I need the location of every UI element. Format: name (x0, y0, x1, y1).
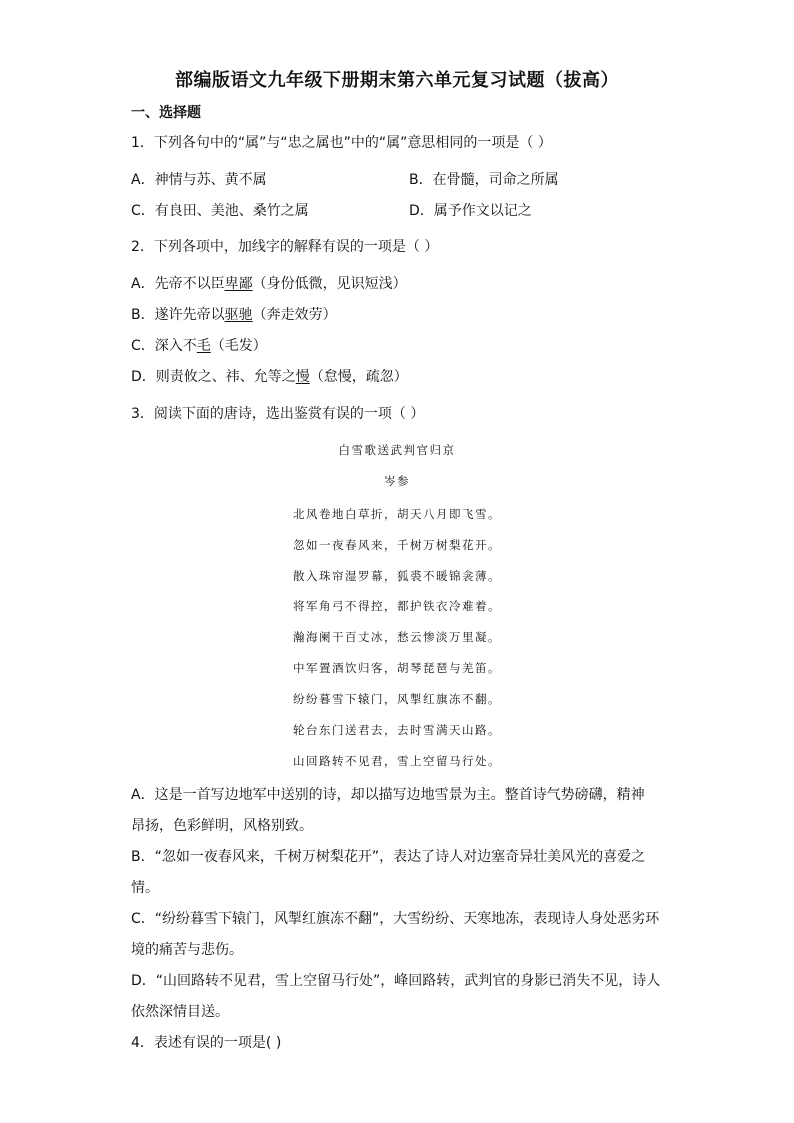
q2-option-b (131, 305, 337, 325)
q2-b-prefix: B．遂许先帝以 (131, 307, 225, 323)
page-title: 部编版语文九年级下册期末第六单元复习试题（拔高） (175, 70, 619, 91)
q2-c-gloss: （毛发） (210, 338, 267, 354)
poem-line: 散入珠帘湿罗幕，狐裘不暖锦衾薄。 (293, 569, 501, 583)
q2-a-gloss: （身份低微，见识短浅） (252, 276, 407, 292)
q2-option-d (131, 367, 408, 387)
poem-line: 将军角弓不得控，都护铁衣冷难着。 (293, 599, 501, 613)
q3-option-b-line1: B．“忽如一夜春风来，千树万树梨花开”，表达了诗人对边塞奇异壮美风光的喜爱之 (131, 849, 646, 865)
q2-c-prefix: C．深入不 (131, 338, 197, 354)
q3-option-a-line2: 昂扬，色彩鲜明，风格别致。 (131, 818, 313, 834)
q3-option-c-line2: 境的痛苦与悲伤。 (131, 942, 243, 958)
poem-line: 中军置酒饮归客，胡琴琵琶与羌笛。 (293, 661, 501, 675)
q2-option-a (131, 274, 407, 294)
q2-b-gloss: （奔走效劳） (252, 307, 337, 323)
q1-stem: 1．下列各句中的“属”与“忠之属也”中的“属”意思相同的一项是（ ） (131, 135, 552, 151)
poem-line: 山回路转不见君，雪上空留马行处。 (293, 754, 501, 768)
q1-option-a: A．神情与苏、黄不属 (131, 172, 267, 188)
q2-a-underlined: 卑鄙 (224, 276, 253, 292)
section-heading: 一、选择题 (131, 105, 201, 121)
poem-author: 岑参 (384, 474, 410, 488)
q2-d-gloss: （怠慢，疏忽） (309, 369, 408, 385)
q2-d-prefix: D．则责攸之、祎、允等之 (131, 369, 296, 385)
q2-option-c (131, 336, 267, 356)
q2-d-underlined: 慢 (295, 369, 310, 385)
q1-option-c: C．有良田、美池、桑竹之属 (131, 203, 309, 219)
q1-option-b: B．在骨髓，司命之所属 (409, 172, 559, 188)
q1-option-d: D．属予作文以记之 (409, 203, 532, 219)
poem-line: 轮台东门送君去，去时雪满天山路。 (293, 723, 501, 737)
q2-b-underlined: 驱驰 (224, 307, 253, 323)
q3-option-d-line2: 依然深情目送。 (131, 1004, 229, 1020)
q3-option-d-line1: D．“山回路转不见君，雪上空留马行处”，峰回路转，武判官的身影已消失不见，诗人 (131, 973, 661, 989)
poem-line: 纷纷暮雪下辕门，风掣红旗冻不翻。 (293, 692, 501, 706)
q3-option-a-line1: A．这是一首写边地军中送别的诗，却以描写边地雪景为主。整首诗气势磅礴，精神 (131, 787, 645, 803)
q2-a-prefix: A．先帝不以臣 (131, 276, 225, 292)
q2-stem: 2．下列各项中，加线字的解释有误的一项是（ ） (131, 239, 439, 255)
q2-c-underlined: 毛 (196, 338, 211, 354)
poem-title: 白雪歌送武判官归京 (338, 443, 456, 457)
q3-option-c-line1: C．“纷纷暮雪下辕门，风掣红旗冻不翻”，大雪纷纷、天寒地冻，表现诗人身处恶劣环 (131, 911, 660, 927)
q3-option-b-line2: 情。 (131, 880, 159, 896)
poem-line: 瀚海阑干百丈冰，愁云惨淡万里凝。 (293, 630, 501, 644)
q4-stem: 4．表述有误的一项是( ) (131, 1035, 282, 1051)
poem-line: 北风卷地白草折，胡天八月即飞雪。 (293, 507, 501, 521)
poem-line: 忽如一夜春风来，千树万树梨花开。 (293, 538, 501, 552)
q3-stem: 3．阅读下面的唐诗，选出鉴赏有误的一项（ ） (131, 406, 425, 422)
